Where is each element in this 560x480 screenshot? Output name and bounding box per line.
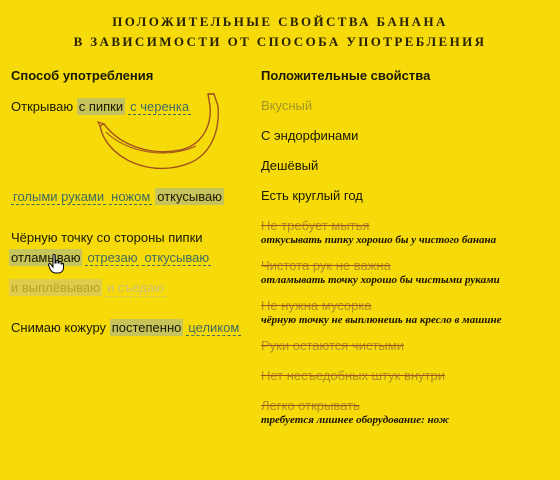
banana-icon <box>92 88 242 188</box>
option-bite-off[interactable]: откусываю <box>144 250 210 265</box>
prop-no-trash: Не нужна мусорка <box>261 298 372 313</box>
method-heading: Способ употребления <box>11 68 154 83</box>
option-cut-off[interactable]: отрезаю <box>87 250 138 265</box>
prop-clean-hands: Чистота рук не важна <box>261 258 391 273</box>
open-row-label: Открываю <box>11 99 74 114</box>
option-bite[interactable]: откусываю <box>157 189 222 204</box>
black-dot-row <box>9 249 214 266</box>
peel-row-label: Снимаю кожуру <box>11 320 107 335</box>
option-break-off[interactable]: отламываю <box>11 250 81 265</box>
hand-pointer-icon <box>48 254 64 274</box>
prop-tasty: Вкусный <box>261 98 313 113</box>
prop-nothing-inedible: Нет несъедобных штук внутри <box>261 368 445 383</box>
prop-hands-stay-clean: Руки остаются чистыми <box>261 338 404 353</box>
prop-no-trash-note: чёрную точку не выплюнешь на кресло в машине <box>261 314 502 326</box>
option-bare-hands[interactable]: голыми руками <box>13 189 105 204</box>
option-whole[interactable]: целиком <box>188 320 240 335</box>
title-line-2: В ЗАВИСИМОСТИ ОТ СПОСОБА УПОТРЕБЛЕНИЯ <box>73 34 487 49</box>
black-dot-label: Чёрную точку со стороны пипки <box>11 230 203 245</box>
peel-row <box>11 319 244 336</box>
prop-endorphins: С эндорфинами <box>261 128 359 143</box>
prop-easy-open-note: требуется лишнее оборудование: нож <box>261 414 450 426</box>
option-from-stem[interactable]: с черенка <box>130 99 190 114</box>
option-gradually[interactable]: постепенно <box>111 320 182 335</box>
page-title <box>0 12 560 52</box>
prop-no-washing-note: откусывать пипку хорошо бы у чистого банана <box>261 234 497 246</box>
option-spit-out[interactable]: и выплёвываю <box>11 280 100 295</box>
spit-row <box>9 279 169 297</box>
prop-year-round: Есть круглый год <box>261 188 363 203</box>
prop-clean-hands-note: отламывать точку хорошо бы чистыми руками <box>261 274 500 286</box>
properties-heading: Положительные свойства <box>261 68 431 83</box>
title-line-1: ПОЛОЖИТЕЛЬНЫЕ СВОЙСТВА БАНАНА <box>112 14 448 29</box>
option-from-tip[interactable]: с пипки <box>78 99 124 114</box>
option-knife[interactable]: ножом <box>111 189 151 204</box>
option-eat[interactable]: и съедаю <box>106 280 164 295</box>
prop-cheap: Дешёвый <box>261 158 319 173</box>
prop-no-washing: Не требует мытья <box>261 218 370 233</box>
prop-easy-open: Легко открывать <box>261 398 360 413</box>
tool-row <box>11 188 227 205</box>
